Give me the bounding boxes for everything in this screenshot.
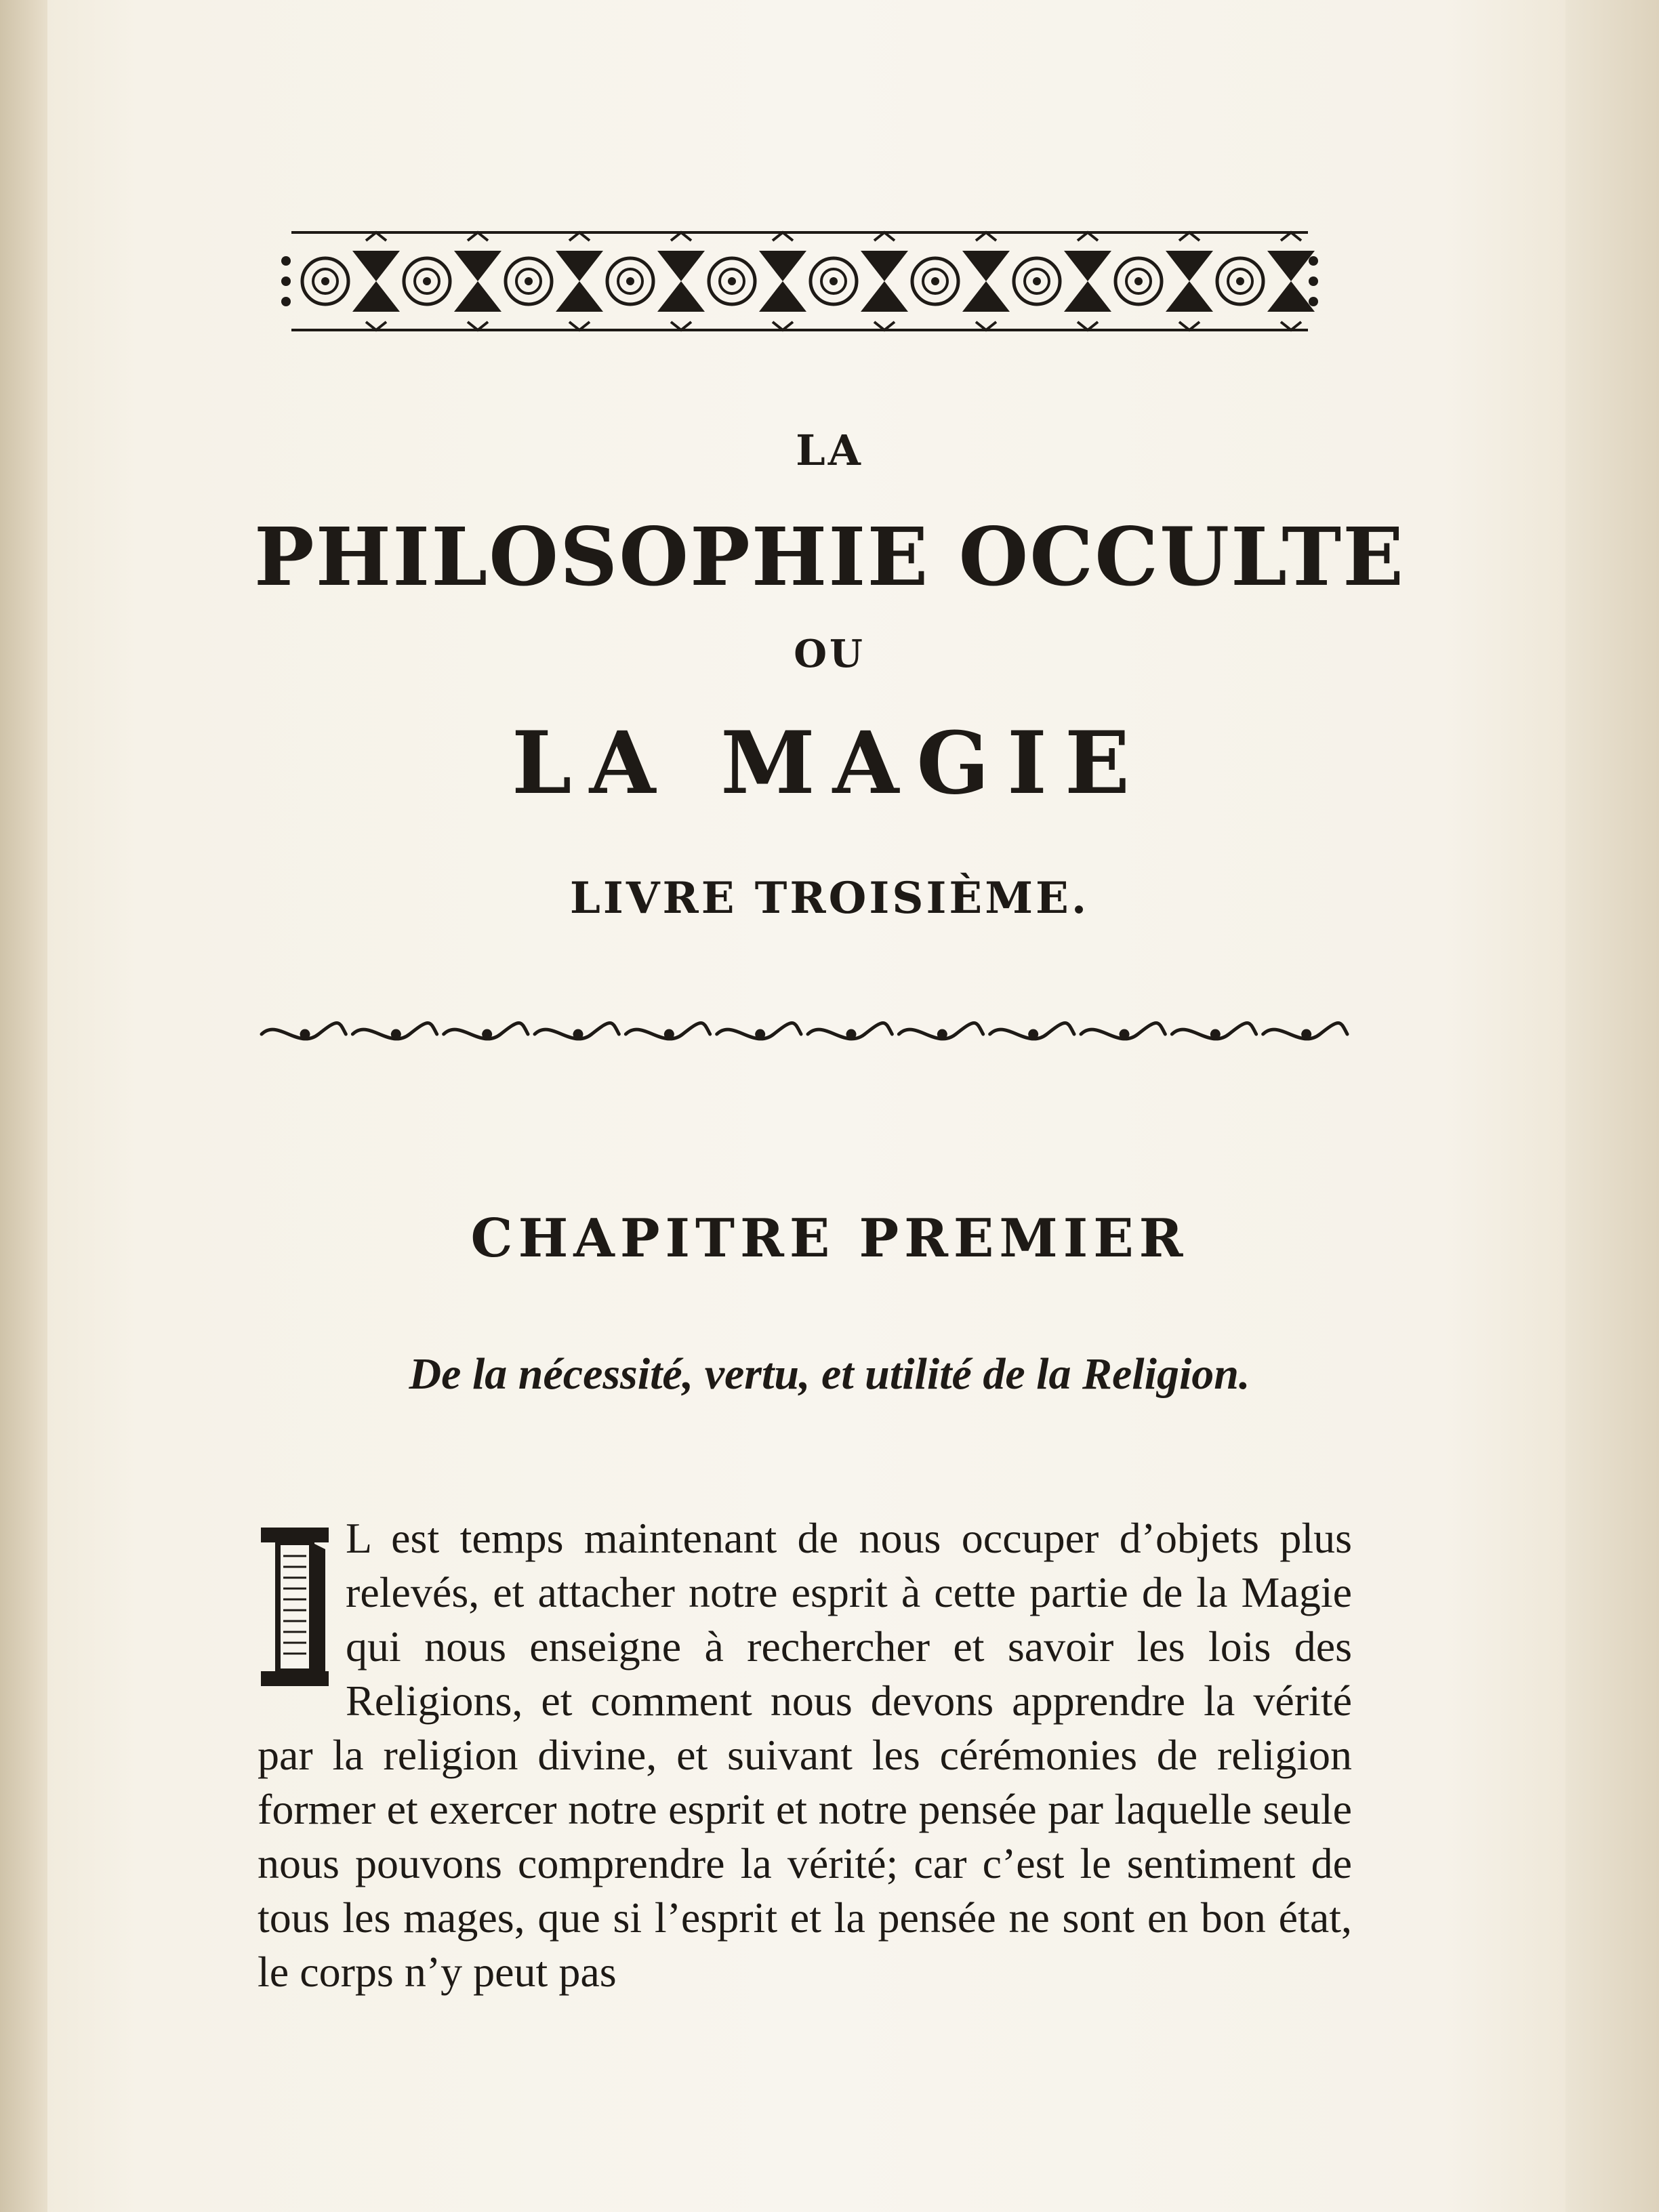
rule-dot bbox=[1212, 1031, 1218, 1038]
decorative-rule bbox=[258, 1014, 1350, 1054]
dropcap-i-glyph bbox=[258, 1522, 332, 1692]
rule-dot bbox=[1030, 1031, 1037, 1038]
rule-dot bbox=[484, 1031, 491, 1038]
ornament-rosette bbox=[607, 232, 705, 330]
ornament-rosette bbox=[912, 232, 1010, 330]
rule-dot bbox=[665, 1031, 672, 1038]
body-paragraph bbox=[258, 1511, 1352, 1999]
rule-dot bbox=[757, 1031, 764, 1038]
title-conjunction: OU bbox=[794, 632, 865, 676]
rule-dot bbox=[848, 1031, 855, 1038]
book-number: LIVRE TROISIÈME. bbox=[569, 873, 1090, 924]
ornament-rosette bbox=[1217, 232, 1315, 330]
rule-dot bbox=[392, 1031, 399, 1038]
ornament-rosette bbox=[302, 232, 400, 330]
page-left-edge bbox=[0, 0, 47, 2212]
rule-dot bbox=[939, 1031, 945, 1038]
book-title: PHILOSOPHIE OCCULTE bbox=[253, 510, 1406, 604]
dropcap-letter bbox=[258, 1522, 332, 1692]
chapter-subtitle: De la nécessité, vertu, et utilité de la Religion. bbox=[409, 1349, 1250, 1399]
ornament-rosette bbox=[1014, 232, 1111, 330]
rule-dot bbox=[575, 1031, 581, 1038]
ornament-rosette bbox=[1115, 232, 1213, 330]
rule-dot bbox=[1303, 1031, 1310, 1038]
ornament-rosette bbox=[506, 232, 603, 330]
rule-dot bbox=[302, 1031, 308, 1038]
body-text: L est temps maintenant de nous occuper d’objets plus relevés, et attacher notre esprit à cette partie de la Magie qui nous enseigne à rechercher et savoir les lois des Religions, et comment nous devons apprendre la vérité par la religion divine, et suivant les cérémonies de religion former et exercer notre esprit et notre pensée par laquelle seule nous pouvons comprendre la vérité; car c’est le sentiment de tous les mages, que si l’esprit et la pensée ne sont en bon état, le corps n’y peut pas bbox=[258, 1514, 1352, 1996]
rule-dot bbox=[1121, 1031, 1128, 1038]
page-right-edge bbox=[1565, 0, 1659, 2212]
ornament-rosette bbox=[811, 232, 908, 330]
book-title-secondary: LA MAGIE bbox=[511, 713, 1148, 813]
ornament-rosette bbox=[709, 232, 806, 330]
ornament-rosette bbox=[404, 232, 501, 330]
ornamental-header-band bbox=[278, 213, 1322, 349]
chapter-heading: CHAPITRE PREMIER bbox=[470, 1208, 1189, 1269]
title-article: LA bbox=[796, 426, 863, 475]
